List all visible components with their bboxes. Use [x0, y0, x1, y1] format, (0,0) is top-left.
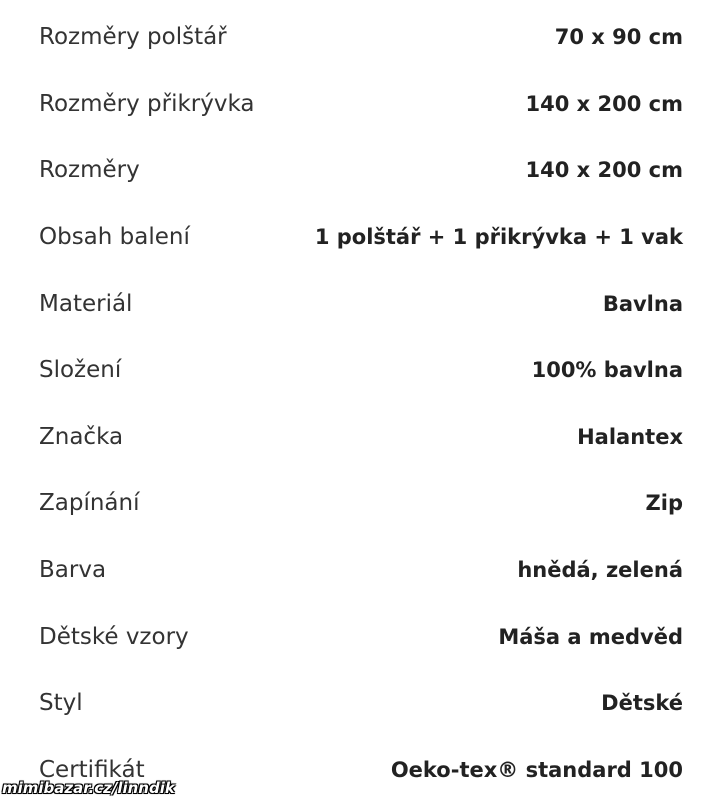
spec-value: 100% bavlna [531, 358, 683, 383]
spec-value: Oeko-tex® standard 100 [390, 757, 683, 782]
watermark: mimibazar.cz/linndik [2, 779, 175, 797]
spec-value: Halantex [577, 424, 683, 449]
spec-row-kids-patterns [0, 603, 721, 670]
spec-value: Dětské [601, 691, 683, 716]
spec-label: Značka [39, 423, 124, 450]
spec-value: hnědá, zelená [517, 558, 683, 583]
spec-value: 70 x 90 cm [554, 25, 683, 50]
spec-row-material [0, 270, 721, 337]
spec-label: Barva [39, 557, 107, 584]
spec-label: Zapínání [39, 490, 140, 517]
spec-label: Materiál [39, 290, 133, 317]
spec-value: 1 polštář + 1 přikrývka + 1 vak [314, 225, 683, 250]
spec-label: Rozměry polštář [39, 24, 227, 51]
spec-row-package-contents [0, 204, 721, 271]
spec-row-fastening [0, 470, 721, 537]
spec-label: Dětské vzory [39, 623, 189, 650]
spec-row-brand [0, 404, 721, 471]
spec-row-duvet-size [0, 71, 721, 138]
spec-label: Rozměry přikrývka [39, 90, 255, 117]
spec-value: Zip [645, 491, 683, 516]
spec-row-style [0, 670, 721, 737]
spec-label: Rozměry [39, 157, 140, 184]
product-specifications [0, 4, 721, 803]
spec-row-size [0, 137, 721, 204]
spec-value: 140 x 200 cm [525, 91, 683, 116]
spec-row-composition [0, 337, 721, 404]
spec-label: Obsah balení [39, 224, 190, 251]
spec-label: Složení [39, 357, 122, 384]
spec-value: Bavlna [602, 291, 683, 316]
spec-row-pillow-size [0, 4, 721, 71]
spec-value: 140 x 200 cm [525, 158, 683, 183]
spec-row-color [0, 537, 721, 604]
spec-label: Styl [39, 690, 83, 717]
spec-label: Certifikát [39, 756, 145, 783]
spec-value: Máša a medvěd [498, 624, 683, 649]
